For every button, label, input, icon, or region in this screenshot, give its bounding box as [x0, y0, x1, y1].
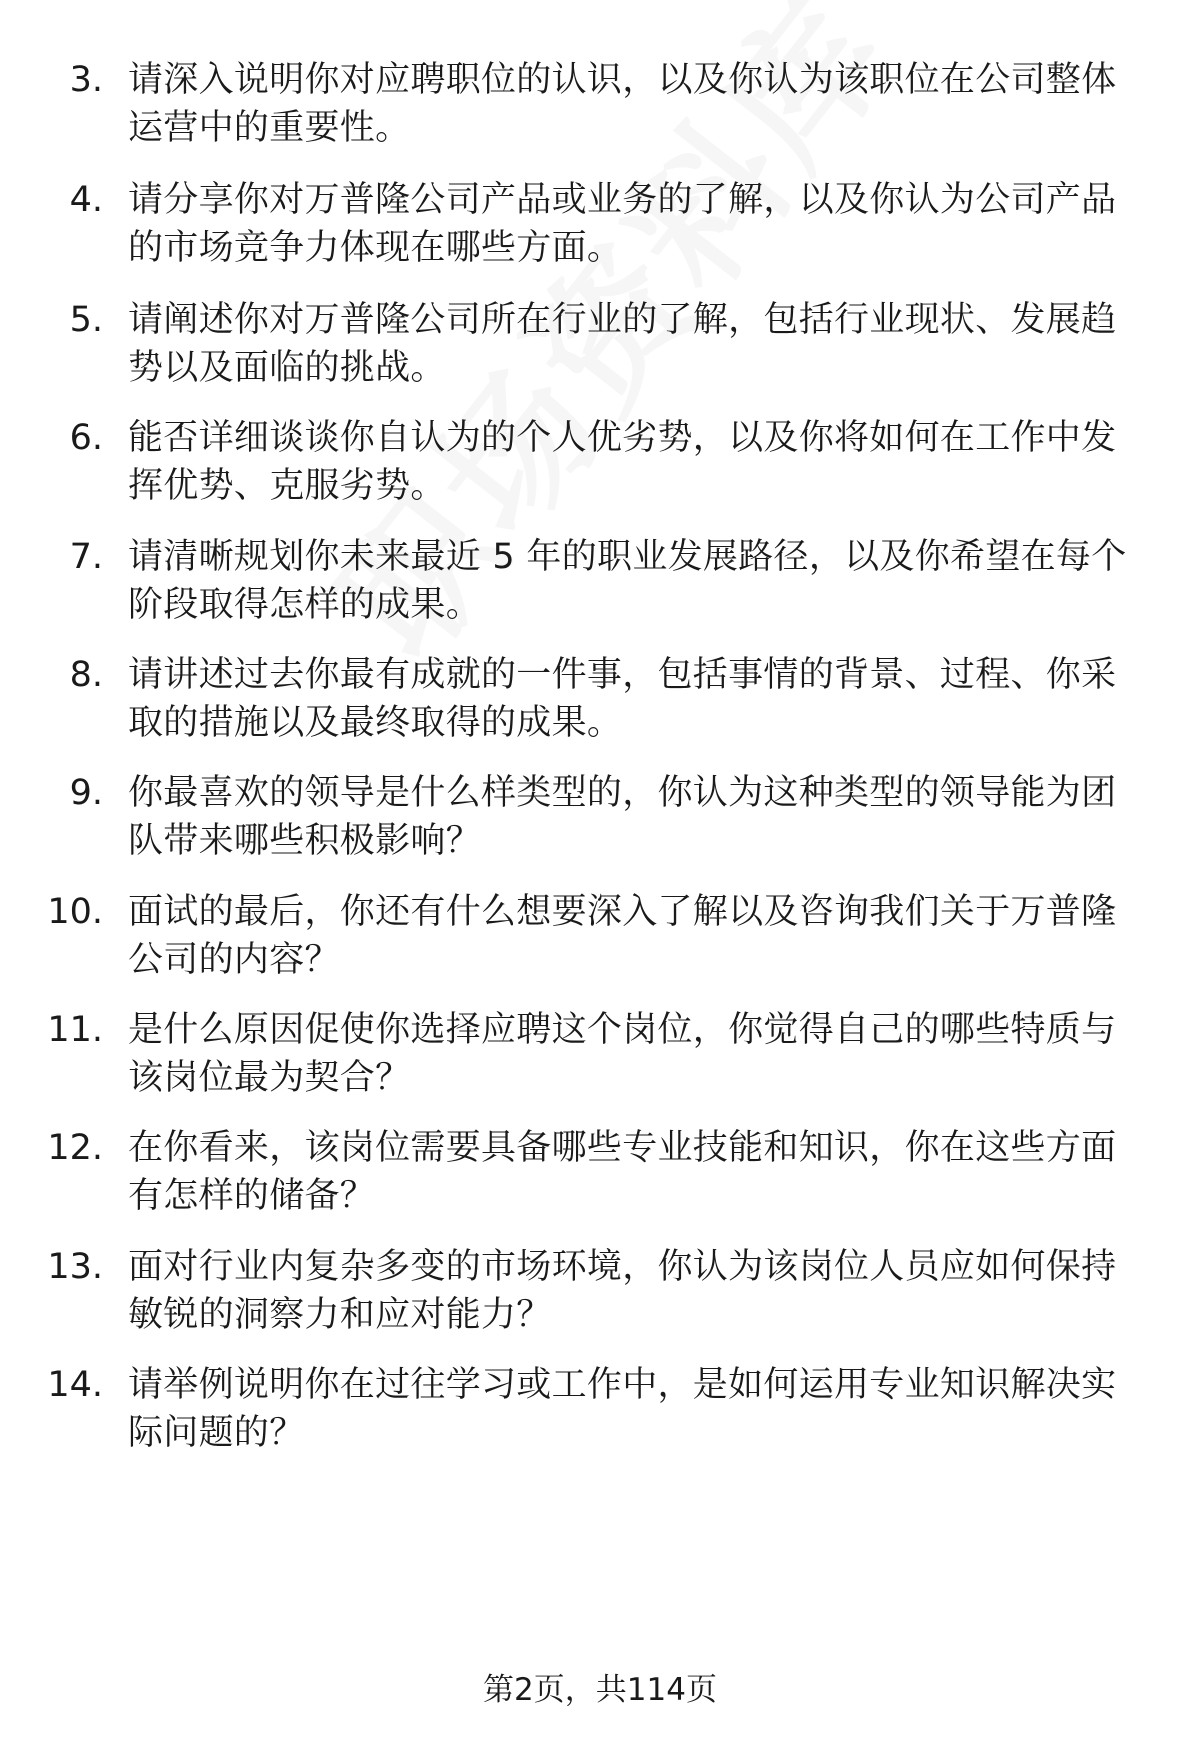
question-number: 11. [47, 1010, 103, 1050]
question-text: 请讲述过去你最有成就的一件事，包括事情的背景、过程、你采取的措施以及最终取得的成果。 [128, 655, 1117, 743]
question-number: 10. [47, 892, 103, 932]
question-text: 面试的最后，你还有什么想要深入了解以及咨询我们关于万普隆公司的内容？ [128, 892, 1117, 980]
question-number: 14. [47, 1365, 103, 1405]
question-number: 3. [69, 60, 103, 100]
question-number: 4. [69, 180, 103, 220]
question-number: 7. [69, 537, 103, 577]
question-text: 请清晰规划你未来最近 5 年的职业发展路径，以及你希望在每个阶段取得怎样的成果。 [128, 537, 1127, 625]
question-number: 9. [69, 773, 103, 813]
question-text: 请分享你对万普隆公司产品或业务的了解，以及你认为公司产品的市场竞争力体现在哪些方面。 [128, 180, 1117, 268]
question-text: 请举例说明你在过往学习或工作中，是如何运用专业知识解决实际问题的？ [128, 1365, 1117, 1453]
question-number: 12. [47, 1128, 103, 1168]
question-number: 5. [69, 300, 103, 340]
question-number: 8. [69, 655, 103, 695]
question-text: 在你看来，该岗位需要具备哪些专业技能和知识，你在这些方面有怎样的储备？ [128, 1128, 1117, 1216]
question-number: 6. [69, 418, 103, 458]
question-text: 是什么原因促使你选择应聘这个岗位，你觉得自己的哪些特质与该岗位最为契合？ [128, 1010, 1117, 1098]
question-text: 你最喜欢的领导是什么样类型的，你认为这种类型的领导能为团队带来哪些积极影响？ [128, 773, 1117, 861]
question-text: 请阐述你对万普隆公司所在行业的了解，包括行业现状、发展趋势以及面临的挑战。 [128, 300, 1117, 388]
question-text: 面对行业内复杂多变的市场环境，你认为该岗位人员应如何保持敏锐的洞察力和应对能力？ [128, 1247, 1117, 1335]
question-text: 能否详细谈谈你自认为的个人优劣势，以及你将如何在工作中发挥优势、克服劣势。 [128, 418, 1117, 506]
question-number: 13. [47, 1247, 103, 1287]
question-text: 请深入说明你对应聘职位的认识，以及你认为该职位在公司整体运营中的重要性。 [128, 60, 1117, 148]
page-number-footer: 第2页，共114页 [483, 1672, 717, 1708]
